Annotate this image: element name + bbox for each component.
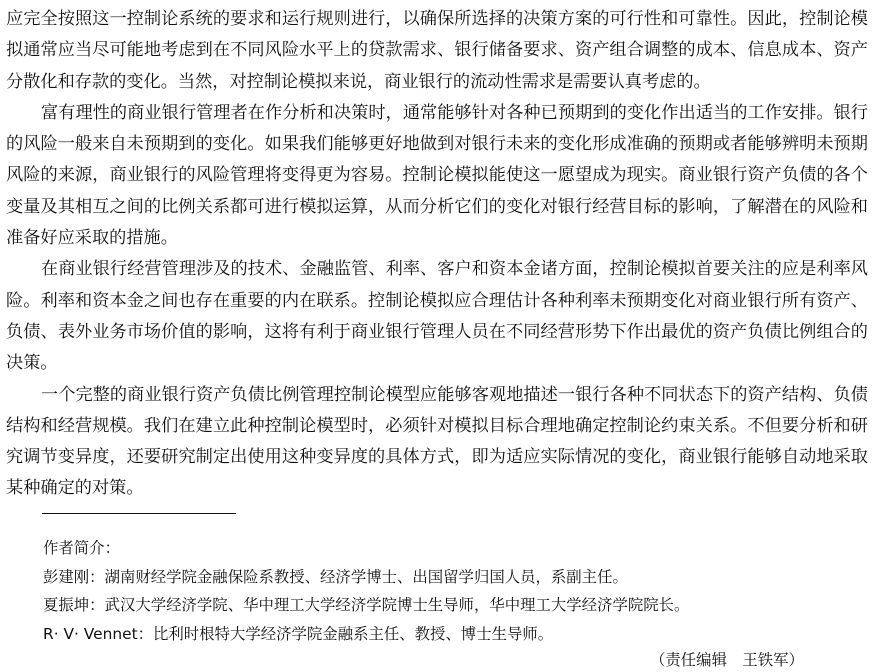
paragraph-2: 富有理性的商业银行管理者在作分析和决策时，通常能够针对各种已预期到的变化作出适当的工作安排。银行的风险一般来自未预期到的变化。如果我们能够更好地做到对银行未来的变化形成准确的预期或者能够辨明未预期风险的来源，商业银行的风险管理将变得更为容易。控制论模拟能使这一愿望成为现实。商业银行资产负债的各个变量及其相互之间的比例关系都可进行模拟运算，从而分析它们的变化对银行经营目标的影响，了解潜在的风险和准备好应采取的措施。 <box>6 102 868 249</box>
author-note-3: R· V· Vennet：比利时根特大学经济学院金融系主任、教授、博士生导师。 <box>43 624 554 643</box>
author-notes <box>43 534 863 648</box>
paragraph-3: 在商业银行经营管理涉及的技术、金融监管、利率、客户和资本金诸方面，控制论模拟首要关注的应是利率风险。利率和资本金之间也存在重要的内在联系。控制论模拟应合理估计各种利率未预期变化对商业银行所有资产、负债、表外业务市场价值的影响，这将有利于商业银行管理人员在不同经营形势下作出最优的资产负债比例组合的决策。 <box>6 259 868 374</box>
paragraph-4: 一个完整的商业银行资产负债比例管理控制论模型应能够客观地描述一银行各种不同状态下的资产结构、负债结构和经营规模。我们在建立此种控制论模型时，必须针对模拟目标合理地确定控制论约束关系。不但要分析和研究调节变异度，还要研究制定出使用这种变异度的具体方式，即为适应实际情况的变化，商业银行能够自动地采取某种确定的对策。 <box>6 384 868 499</box>
author-note-2: 夏振坤：武汉大学经济学院、华中理工大学经济学院博士生导师，华中理工大学经济学院院长。 <box>43 596 690 614</box>
author-note-1: 彭建刚：湖南财经学院金融保险系教授、经济学博士、出国留学归国人员，系副主任。 <box>43 567 628 586</box>
footnote-divider <box>42 513 236 514</box>
article-body <box>6 4 868 505</box>
editor-credit: （责任编辑 王铁军） <box>650 651 804 669</box>
paragraph-1: 应完全按照这一控制论系统的要求和运行规则进行，以确保所选择的决策方案的可行性和可靠性。因此，控制论模拟通常应当尽可能地考虑到在不同风险水平上的贷款需求、银行储备要求、资产组合调整的成本、信息成本、资产分散化和存款的变化。当然，对控制论模拟来说，商业银行的流动性需求是需要认真考虑的。 <box>6 9 868 92</box>
author-notes-heading: 作者简介： <box>43 539 120 557</box>
